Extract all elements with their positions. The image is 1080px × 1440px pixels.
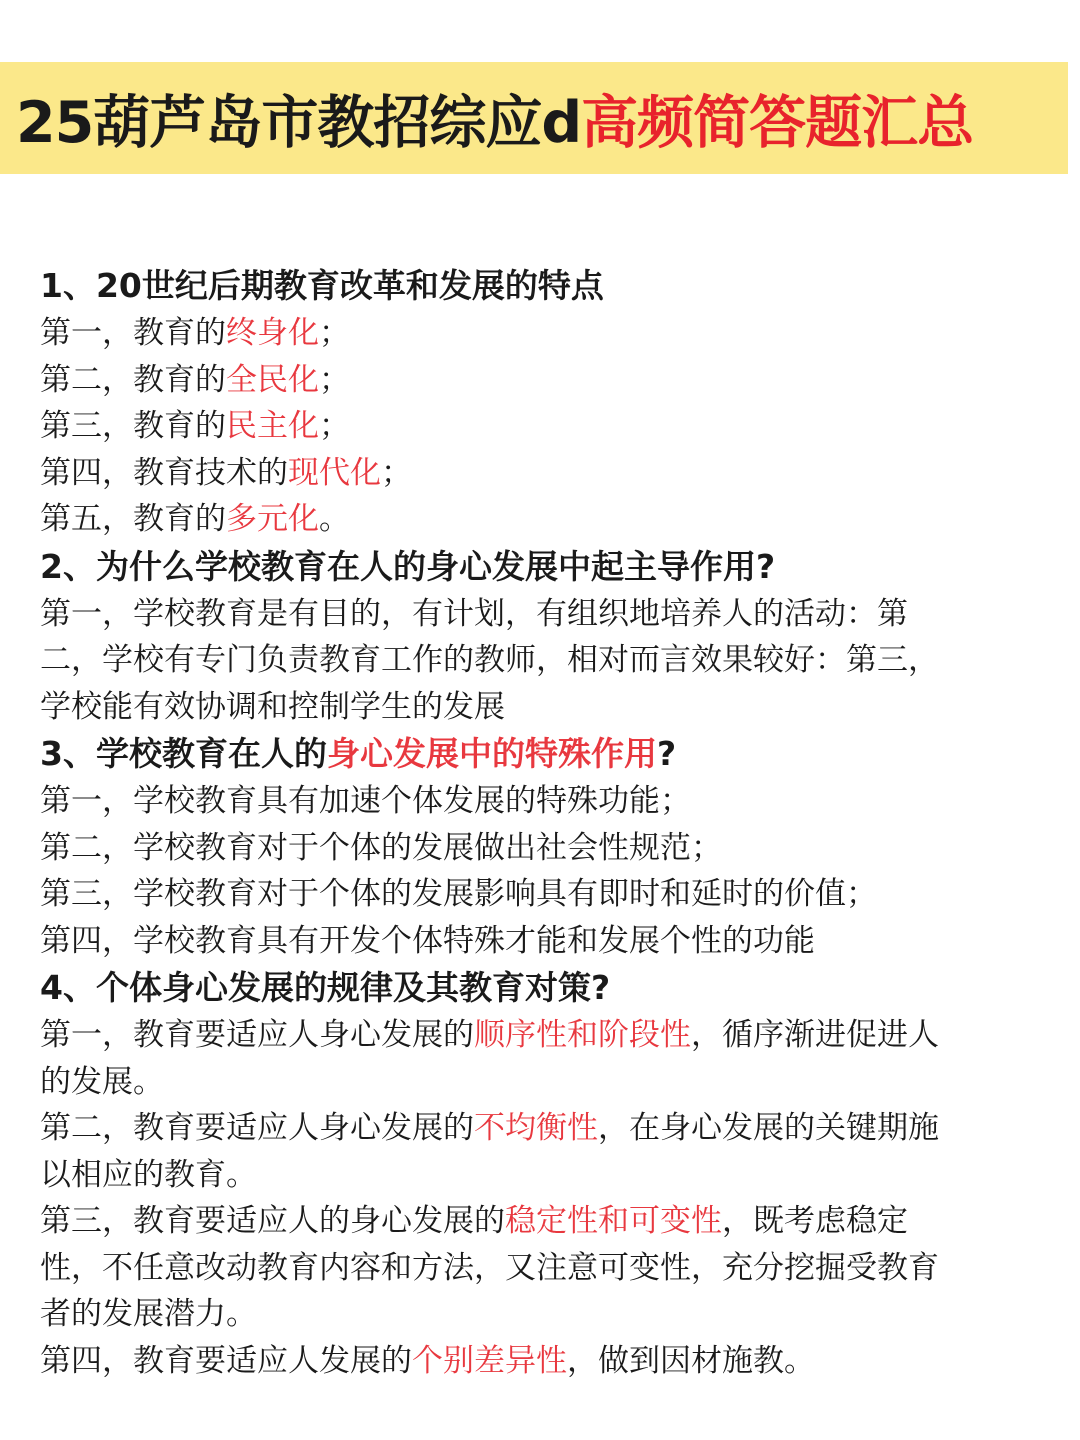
q1-item: 第五，教育的多元化。 (40, 501, 350, 537)
q2-line: 第一，学校教育是有目的，有计划，有组织地培养人的活动：第 (40, 595, 908, 632)
q3-line: 第二，学校教育对于个体的发展做出社会性规范； (40, 829, 722, 866)
q4-line: 第三，教育要适应人的身心发展的稳定性和可变性，既考虑稳定 (40, 1203, 908, 1239)
q2-heading: 2、为什么学校教育在人的身心发展中起主导作用? (40, 546, 776, 586)
title-highlight: 高频简答题汇总 (581, 90, 974, 156)
q4-line: 第二，教育要适应人身心发展的不均衡性，在身心发展的关键期施 (40, 1110, 939, 1146)
q3-line: 第四，学校教育具有开发个体特殊才能和发展个性的功能 (40, 922, 815, 959)
q1-item: 第三，教育的民主化； (40, 408, 350, 444)
q4-heading: 4、个体身心发展的规律及其教育对策? (40, 968, 611, 1007)
title-banner (0, 62, 1068, 174)
q4-line: 者的发展潜力。 (40, 1296, 257, 1332)
q1-item: 第四，教育技术的现代化； (40, 454, 412, 491)
title-main: 25葫芦岛市教招综应d (16, 90, 582, 156)
q1-heading: 1、20世纪后期教育改革和发展的特点 (40, 266, 604, 305)
q4-line: 以相应的教育。 (40, 1156, 257, 1193)
q2-line: 二，学校有专门负责教育工作的教师，相对而言效果较好：第三， (40, 642, 939, 678)
q1-item: 第二，教育的全民化； (40, 361, 350, 398)
content (40, 262, 1030, 1384)
q4-line: 的发展。 (40, 1063, 164, 1100)
q4-line: 第四，教育要适应人发展的个别差异性，做到因材施教。 (40, 1342, 815, 1379)
q3-line: 第一，学校教育具有加速个体发展的特殊功能； (40, 783, 691, 819)
q3-heading: 3、学校教育在人的身心发展中的特殊作用? (40, 734, 677, 773)
q4-line: 性，不任意改动教育内容和方法，又注意可变性，充分挖掘受教育 (40, 1249, 939, 1286)
q3-line: 第三，学校教育对于个体的发展影响具有即时和延时的价值； (40, 876, 877, 912)
q1-item: 第一，教育的终身化； (40, 315, 350, 351)
q2-line: 学校能有效协调和控制学生的发展 (40, 688, 505, 725)
q4-line: 第一，教育要适应人身心发展的顺序性和阶段性，循序渐进促进人 (40, 1017, 939, 1053)
